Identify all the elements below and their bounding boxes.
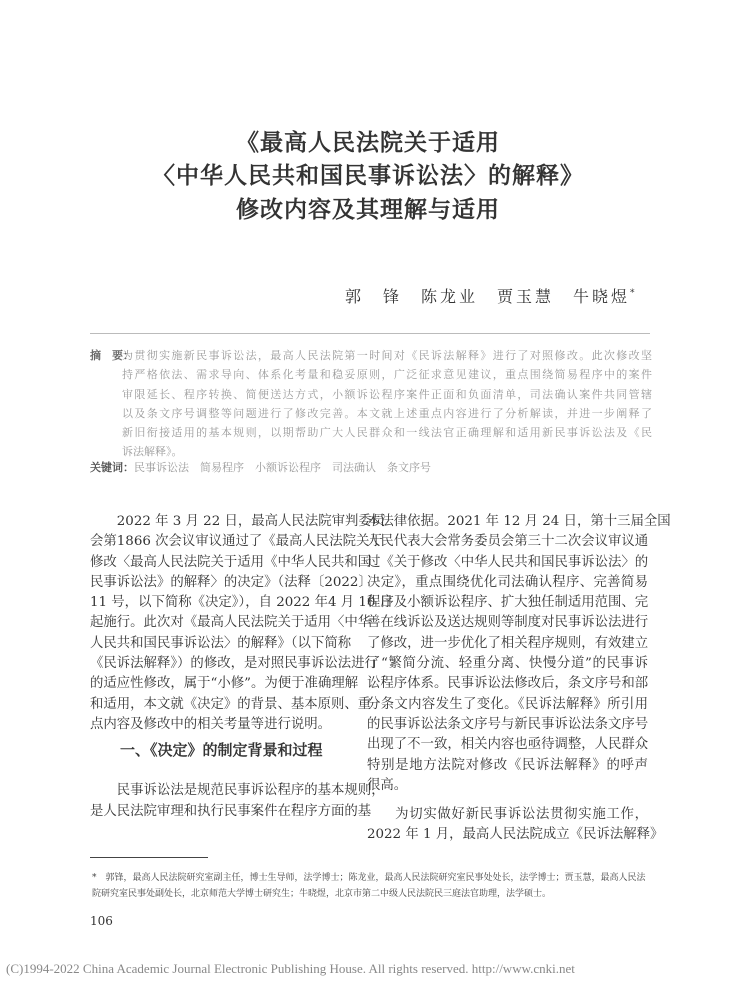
abstract-label: 摘 要： <box>90 349 134 362</box>
text-line: 的适应性修改，属于“小修”。为便于准确理解 <box>90 676 359 692</box>
text-line: 讼程序体系。民事诉讼法修改后，条文序号和部 <box>367 676 649 692</box>
text-line: 和适用，本文就《决定》的背景、基本原则、重 <box>90 696 372 712</box>
text-line: 院研究室民事处副处长，北京师范大学博士研究生；牛晓煜，北京市第二中级人民法院民三庭法官助理，法学硕士。 <box>92 889 552 899</box>
text-line: 11 号，以下简称《决定》），自 2022 年4 月 10 日 <box>90 595 394 611</box>
text-line: 人民共和国民事诉讼法〉的解释》（以下简称 <box>90 635 352 651</box>
text-line: 很高。 <box>367 777 408 793</box>
body-right-column <box>367 512 671 846</box>
text-line: 点内容及修改中的相关考量等进行说明。 <box>90 716 332 732</box>
text-line: 诉法解释》。 <box>122 445 183 459</box>
text-line: 程序及小额诉讼程序、扩大独任制适用范围、完 <box>367 595 649 611</box>
text-line: 人民代表大会常务委员会第三十二次会议审议通 <box>367 534 649 550</box>
author-names: 郭 锋 陈龙业 贾玉慧 牛晓煜 <box>345 287 631 306</box>
footnote-rule <box>90 857 208 858</box>
title-line-1: 《最高人民法院关于适用 <box>236 130 500 156</box>
text-line: 出现了不一致，相关内容也亟待调整，人民群众 <box>367 737 649 753</box>
abstract-text <box>122 346 652 462</box>
text-line: 本法律依据。2021 年 12 月 24 日，第十三届全国 <box>367 514 671 529</box>
keywords-label: 关键词： <box>90 461 134 474</box>
text-line: 持严格依法、需求导向、体系化考量和稳妥原则，广泛征求意见建议，重点围绕简易程序中的案件 <box>122 368 652 382</box>
text-line: 过《关于修改〈中华人民共和国民事诉讼法〉的 <box>367 554 649 570</box>
text-line: 为贯彻实施新民事诉讼法，最高人民法院第一时间对《民诉法解释》进行了对照修改。此次修改坚 <box>122 349 652 362</box>
footnote <box>82 870 652 902</box>
abstract <box>90 346 652 462</box>
authors <box>345 284 638 307</box>
text-line: 起施行。此次对《最高人民法院关于适用〈中华 <box>90 615 372 631</box>
text-line: 了修改，进一步优化了相关程序规则，有效建立 <box>367 635 649 651</box>
text-line: 修改〈最高人民法院关于适用《中华人民共和国 <box>90 554 372 570</box>
text-line: * 郭锋，最高人民法院研究室副主任，博士生导师，法学博士；陈龙业，最高人民法院研究室民事处处长，法学博士；贾玉慧，最高人民法 <box>92 873 646 883</box>
text-line: 民事诉讼法是规范民事诉讼程序的基本规则， <box>90 783 385 798</box>
text-line: 以及条文序号调整等问题进行了修改完善。本文就上述重点内容进行了分析解读，并进一步阐释了 <box>122 406 652 420</box>
text-line: 《民诉法解释》）的修改，是对照民事诉讼法进行 <box>90 656 378 672</box>
author-footnote-mark: * <box>630 288 638 299</box>
text-line: 善在线诉讼及送达规则等制度对民事诉讼法进行 <box>367 615 649 631</box>
text-line: 2022 年 3 月 22 日，最高人民法院审判委员 <box>90 514 386 529</box>
abstract-top-rule <box>90 333 650 334</box>
text-line: 2022 年 1 月，最高人民法院成立《民诉法解释》 <box>367 827 664 843</box>
text-line: 的民事诉讼法条文序号与新民事诉讼法条文序号 <box>367 716 649 732</box>
title-line-2: 〈中华人民共和国民事诉讼法〉的解释》 <box>152 163 584 189</box>
section-heading: 一、《决定》的制定背景和过程 <box>120 741 323 759</box>
text-line: 新旧衔接适用的基本规则，以期帮助广大人民群众和一线法官正确理解和适用新民事诉讼法及《民 <box>122 426 652 440</box>
text-line: 民事诉讼法》的解释〉的决定》（法释〔2022〕 <box>90 574 372 590</box>
copyright-notice: (C)1994-2022 China Academic Journal Electronic Publishing House. All rights reserved. http://www.cnki.net <box>6 961 575 976</box>
keywords <box>90 459 431 475</box>
text-line <box>367 796 648 805</box>
text-line: 是人民法院审理和执行民事案件在程序方面的基 <box>90 804 372 819</box>
title-line-3: 修改内容及其理解与适用 <box>236 197 500 223</box>
text-line: 了“繁简分流、轻重分离、快慢分道”的民事诉 <box>367 656 648 672</box>
text-line: 为切实做好新民事诉讼法贯彻实施工作， <box>367 807 648 823</box>
keywords-text: 民事诉讼法 简易程序 小额诉讼程序 司法确认 条文序号 <box>134 461 431 474</box>
text-line: 特别是地方法院对修改《民诉法解释》的呼声 <box>367 757 648 773</box>
text-line: 分条文内容发生了变化。《民诉法解释》所引用 <box>367 696 648 712</box>
body-left-column <box>90 512 394 735</box>
body-left-paragraph-2 <box>90 780 385 822</box>
page-number: 106 <box>90 914 113 928</box>
text-line: 审限延长、程序转换、简便送达方式，小额诉讼程序案件正面和负面清单，司法确认案件共同管辖 <box>122 387 652 401</box>
text-line: 会第1866 次会议审议通过了《最高人民法院关于 <box>90 534 383 550</box>
text-line: 决定》，重点围绕优化司法确认程序、完善简易 <box>367 574 648 590</box>
